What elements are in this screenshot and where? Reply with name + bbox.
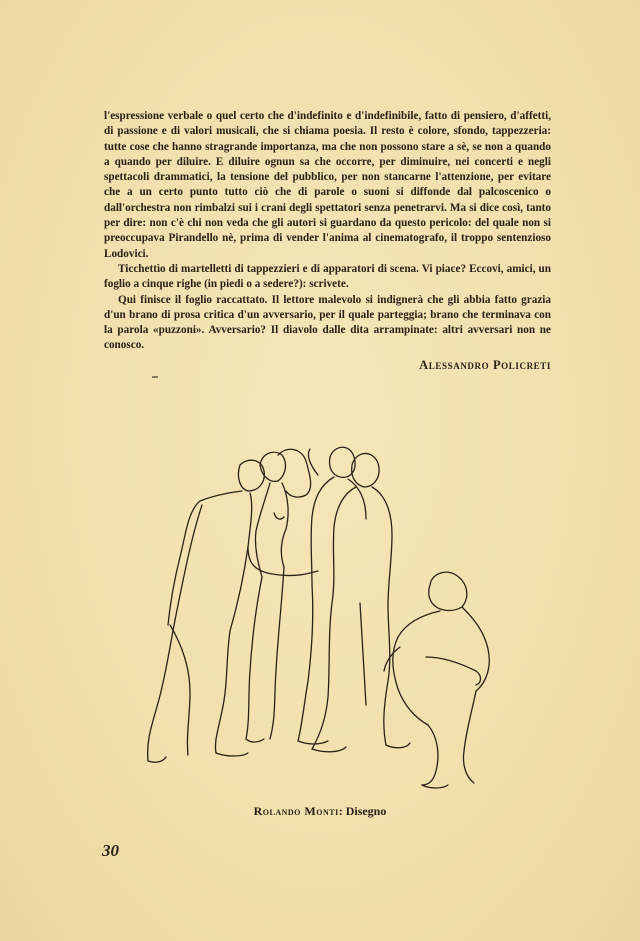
caption-separator: :: [338, 804, 343, 818]
figure-seated: [384, 572, 489, 788]
paragraph-1: l'espressione verbale o quel certo che d'indefinito e d'indefinibile, fatto di pensiero, d'affetti, di passione e di valori musicali, che si chiama poesia. Il resto è colore, sfondo, tappezzeria: tutte cose che hanno stragrande importanza, ma che non possono stare a sè, se non a quando a quando per diluire. E diluire ognun sa che occorre, per diminuire, nei concerti e negli spettacoli drammatici, la tensione del pubblico, per non stancarne l'attenzione, per evitare che a un certo punto tutto ciò che di parole o suoni si diffonde dal palcoscenico o dall'orchestra non rimbalzi sui i crani degli spettatori senza penetrarvi. Ma si dice così, tanto per dire: non c'è chi non veda che gli autori si guardano da questo pericolo: del quale non si preoccupava Pirandello nè, prima di vender l'anima al cinematografo, il troppo sentenzioso Lodovici.: [104, 110, 551, 260]
article-body: [104, 109, 551, 354]
caption-artist: Rolando Monti: [253, 804, 339, 818]
page-number: 30: [102, 841, 119, 860]
figure-caption: [0, 804, 640, 819]
paragraph-2: Ticchettìo di martelletti di tappezzieri e di apparatori di scena. Vi piace? Eccovi, amici, un foglio a cinque righe (in piedi o a sedere?): scrivete.: [104, 262, 551, 291]
figure-left: [148, 460, 318, 762]
author-signature: Alessandro Policreti: [419, 358, 551, 372]
figure-woman: [246, 449, 311, 742]
figures-drawing: [130, 435, 510, 795]
ink-mark: [152, 376, 158, 378]
figure-right-standing: [312, 453, 410, 751]
paragraph-3: Qui finisce il foglio raccattato. Il lettore malevolo si indignerà che gli abbia fatto grazia d'un brano di prosa critica d'un avversario, per il quale parteggia; brano che terminava con la parola «puzzoni». Avversario? Il diavolo dalle dita arrampinate: altri avversari non ne conosco.: [104, 293, 551, 352]
caption-label: Disegno: [345, 804, 387, 818]
